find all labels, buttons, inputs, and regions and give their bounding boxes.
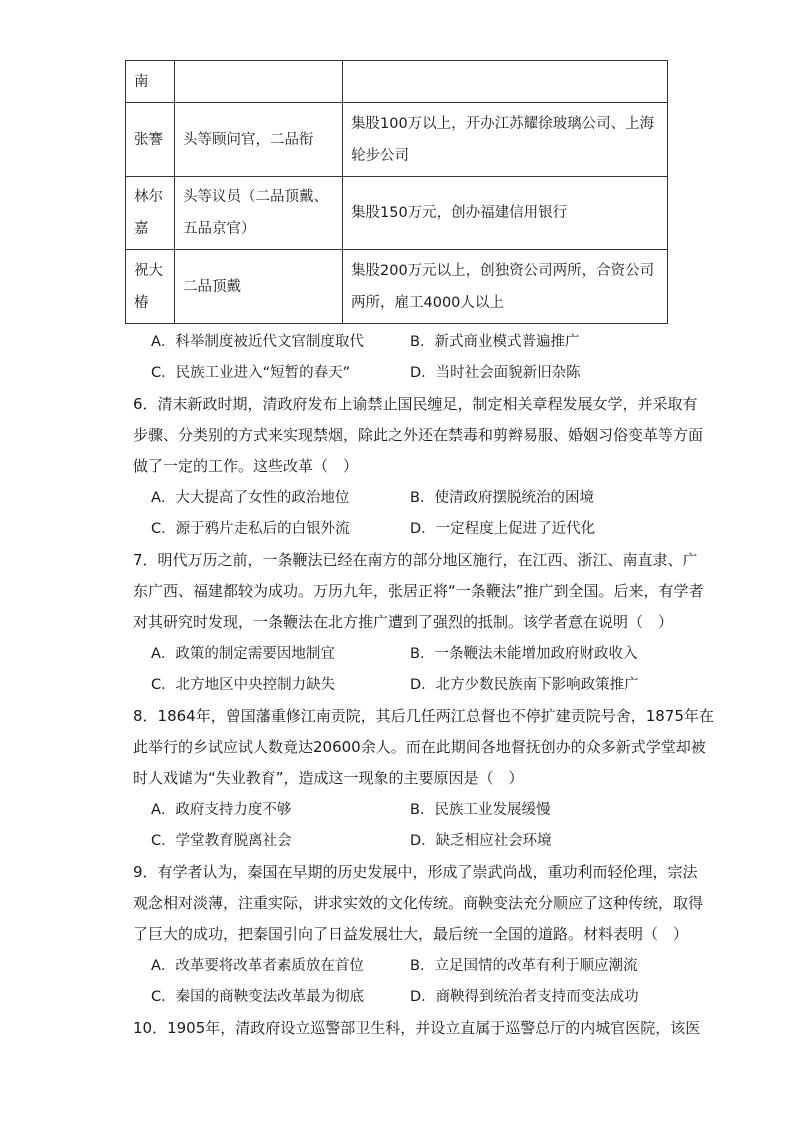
q7-option-a: A．政策的制定需要因地制宜 — [151, 646, 335, 662]
q5-option-c: C．民族工业进入“短暂的春天” — [151, 365, 351, 381]
q9-stem-line: 9．有学者认为，秦国在早期的历史发展中，形成了崇武尚战，重功利而轻伦理，宗法 — [133, 863, 698, 881]
q7-stem-line: 7．明代万历之前，一条鞭法已经在南方的部分地区施行，在江西、浙江、南直隶、广 — [133, 551, 698, 569]
table-cell-title: 二品顶戴 — [175, 250, 343, 324]
q6-option-c: C．源于鸦片走私后的白银外流 — [151, 521, 350, 537]
q6-option-a: A．大大提高了女性的政治地位 — [151, 490, 350, 506]
table-cell-title — [175, 61, 343, 103]
q9-stem-line: 了巨大的成功，把秦国引向了日益发展壮大，最后统一全国的道路。材料表明（ ） — [133, 925, 689, 943]
table-cell-name: 林尔嘉 — [126, 177, 175, 250]
officials-table — [125, 60, 668, 324]
q9-stem-line: 观念相对淡薄，注重实际，讲求实效的文化传统。商鞅变法充分顺应了这种传统，取得 — [133, 894, 704, 912]
table-cell-detail: 集股150万元，创办福建信用银行 — [343, 177, 668, 250]
q8-stem-line: 此举行的乡试应试人数竟达20600余人。而在此期间各地督抚创办的众多新式学堂却被 — [133, 738, 706, 756]
q10-stem-line: 10．1905年，清政府设立巡警部卫生科，并设立直属于巡警总厅的内城官医院，该医 — [133, 1019, 701, 1037]
q8-option-d: D．缺乏相应社会环境 — [410, 833, 552, 849]
q7-option-c: C．北方地区中央控制力缺失 — [151, 677, 336, 693]
q8-stem-line: 8．1864年，曾国藩重修江南贡院，其后几任两江总督也不停扩建贡院号舍，1875年在 — [133, 707, 714, 725]
q5-option-a: A．科举制度被近代文官制度取代 — [151, 334, 364, 350]
table-cell-detail: 集股200万元以上，创独资公司两所，合资公司两所，雇工4000人以上 — [343, 250, 668, 324]
q8-option-c: C．学堂教育脱离社会 — [151, 833, 292, 849]
q7-option-b: B．一条鞭法未能增加政府财政收入 — [410, 646, 638, 662]
table-cell-detail — [343, 61, 668, 103]
q9-option-c: C．秦国的商鞅变法改革最为彻底 — [151, 989, 365, 1005]
q8-option-b: B．民族工业发展缓慢 — [410, 802, 551, 818]
table-row — [126, 250, 668, 324]
table-cell-name: 祝大椿 — [126, 250, 175, 324]
q7-stem-line: 对其研究时发现，一条鞭法在北方推广遭到了强烈的抵制。该学者意在说明（ ） — [133, 613, 674, 631]
table-cell-detail: 集股100万以上，开办江苏耀徐玻璃公司、上海轮步公司 — [343, 103, 668, 177]
q9-option-a: A．改革要将改革者素质放在首位 — [151, 958, 364, 974]
q9-option-d: D．商鞅得到统治者支持而变法成功 — [410, 989, 639, 1005]
q7-option-d: D．北方少数民族南下影响政策推广 — [410, 677, 639, 693]
q6-stem-line: 做了一定的工作。这些改革（ ） — [133, 457, 359, 475]
q6-stem-line: 步骤、分类别的方式来实现禁烟，除此之外还在禁毒和剪辫易服、婚姻习俗变革等方面 — [133, 426, 704, 444]
table-cell-name: 张謇 — [126, 103, 175, 177]
table-row — [126, 177, 668, 250]
table-cell-title: 头等顾问官，二品衔 — [175, 103, 343, 177]
q7-stem-line: 东广西、福建都较为成功。万历九年，张居正将“一条鞭法”推广到全国。后来，有学者 — [133, 582, 704, 600]
q9-option-b: B．立足国情的改革有利于顺应潮流 — [410, 958, 638, 974]
q5-option-d: D．当时社会面貌新旧杂陈 — [410, 365, 581, 381]
q8-option-a: A．政府支持力度不够 — [151, 802, 292, 818]
table-cell-name: 南 — [126, 61, 175, 103]
q6-option-d: D．一定程度上促进了近代化 — [410, 521, 596, 537]
q6-stem-line: 6．清末新政时期，清政府发布上谕禁止国民缠足，制定相关章程发展女学，并采取有 — [133, 395, 698, 413]
table-row — [126, 61, 668, 103]
q5-option-b: B．新式商业模式普遍推广 — [410, 334, 580, 350]
table-row — [126, 103, 668, 177]
table-cell-title: 头等议员（二品顶戴、五品京官） — [175, 177, 343, 250]
q6-option-b: B．使清政府摆脱统治的困境 — [410, 490, 594, 506]
q8-stem-line: 时人戏谑为“失业教育”，造成这一现象的主要原因是（ ） — [133, 769, 524, 787]
